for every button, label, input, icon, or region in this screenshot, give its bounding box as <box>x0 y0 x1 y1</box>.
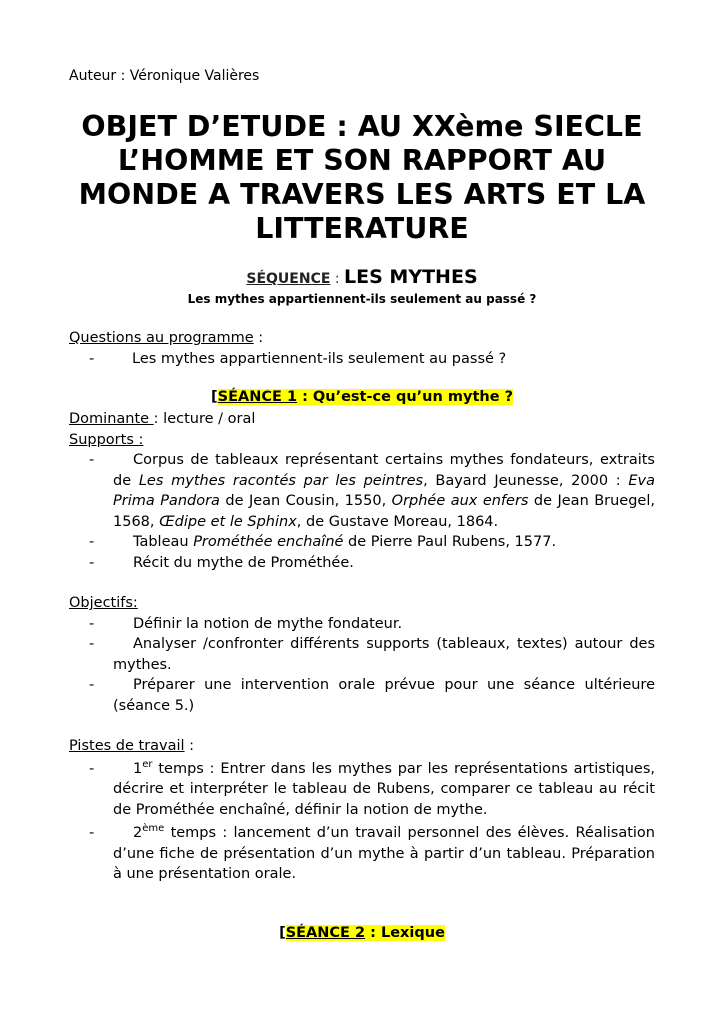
painting-title: Orphée aux enfers <box>391 493 529 509</box>
list-item <box>69 349 655 370</box>
title-line: MONDE A TRAVERS LES ARTS ET LA <box>78 178 646 211</box>
support-text: de Pierre Paul Rubens, 1577. <box>343 534 557 550</box>
piste-text: temps : lancement d’un travail personnel des élèves. Réalisation d’une fiche de présentation d’un mythe à partir d’un tableau. Préparation à une présentation orale. <box>113 825 655 882</box>
list-item <box>69 553 655 574</box>
list-item <box>69 823 655 885</box>
painting-title: Eva Prima Pandora <box>113 472 656 509</box>
dash-bullet: - <box>89 452 95 468</box>
seance-2-heading <box>69 925 655 941</box>
dash-bullet: - <box>89 554 95 571</box>
objectifs-section <box>69 593 655 716</box>
bracket: [ <box>279 925 286 941</box>
objectif-text: Analyser /confronter différents supports (tableaux, textes) autour des mythes. <box>113 636 655 673</box>
objectif-text: Préparer une intervention orale prévue pour une séance ultérieure (séance 5.) <box>113 677 655 714</box>
seance-1-label: SÉANCE 1 <box>217 389 298 405</box>
sequence-heading <box>69 266 655 288</box>
piste-number: 2 <box>133 825 143 841</box>
bracket: [ <box>211 389 218 405</box>
dash-bullet: - <box>89 615 95 632</box>
seance-2-label: SÉANCE 2 <box>285 925 366 941</box>
list-item <box>69 450 655 532</box>
objectif-text: Définir la notion de mythe fondateur. <box>133 615 403 632</box>
title-line: LITTERATURE <box>255 212 469 245</box>
pistes-section <box>69 736 655 885</box>
dash-bullet: - <box>89 534 95 550</box>
question-text: Les mythes appartiennent-ils seulement au passé ? <box>132 350 507 367</box>
piste-ordinal: er <box>142 758 153 770</box>
seance-2-title: : Lexique <box>365 925 445 941</box>
support-text: , de Gustave Moreau, 1864. <box>296 513 499 530</box>
dominante-value: : lecture / oral <box>153 411 256 427</box>
title-line: L’HOMME ET SON RAPPORT AU <box>117 144 607 177</box>
dash-bullet: - <box>89 760 95 777</box>
author-line: Auteur : Véronique Valières <box>69 68 260 84</box>
dash-bullet: - <box>89 825 95 841</box>
supports-section <box>69 409 655 573</box>
dash-bullet: - <box>89 350 95 367</box>
pistes-heading: Pistes de travail <box>69 738 185 754</box>
piste-text: temps : Entrer dans les mythes par les représentations artistiques, décrire et interpréter le tableau de Rubens, comparer ce tableau au récit de Prométhée enchaîné, définir la notion de mythe. <box>113 760 655 818</box>
pistes-colon: : <box>184 738 195 754</box>
list-item <box>69 634 655 675</box>
list-item <box>69 675 655 716</box>
questions-section <box>69 328 655 369</box>
list-item <box>69 759 655 821</box>
painting-title: Prométhée enchaîné <box>193 534 344 550</box>
dash-bullet: - <box>89 636 95 652</box>
dominante-label: Dominante <box>69 411 154 427</box>
seance-1-heading <box>69 389 655 405</box>
seance-1-title: : Qu’est-ce qu’un mythe ? <box>297 389 513 405</box>
piste-number: 1 <box>133 760 143 777</box>
sequence-label: SÉQUENCE <box>246 271 331 287</box>
questions-colon: : <box>253 330 264 346</box>
list-item <box>69 614 655 635</box>
dash-bullet: - <box>89 677 95 693</box>
list-item <box>69 532 655 553</box>
support-text: Corpus de tableaux représentant certains mythes fondateurs, extraits de <box>113 452 655 489</box>
support-text: Récit du mythe de Prométhée. <box>133 554 354 571</box>
support-text: de Jean Cousin, 1550, <box>219 493 392 509</box>
book-title: Les mythes racontés par les peintres <box>138 472 424 489</box>
sequence-colon: : <box>330 271 345 287</box>
support-text: Tableau <box>133 534 194 550</box>
support-text: de Jean Bruegel, 1568, <box>113 493 655 530</box>
objectifs-heading: Objectifs: <box>69 595 138 611</box>
questions-heading: Questions au programme <box>69 330 254 346</box>
support-text: , Bayard Jeunesse, 2000 : <box>423 472 629 489</box>
piste-ordinal: ème <box>142 823 165 835</box>
document-title <box>63 110 661 246</box>
supports-heading: Supports : <box>69 431 144 448</box>
painting-title: Œdipe et le Sphinx <box>159 513 297 530</box>
title-line: OBJET D’ETUDE : AU XXème SIECLE <box>81 110 643 143</box>
sequence-subtitle: Les mythes appartiennent-ils seulement au passé ? <box>187 292 537 306</box>
sequence-title: LES MYTHES <box>344 266 478 288</box>
